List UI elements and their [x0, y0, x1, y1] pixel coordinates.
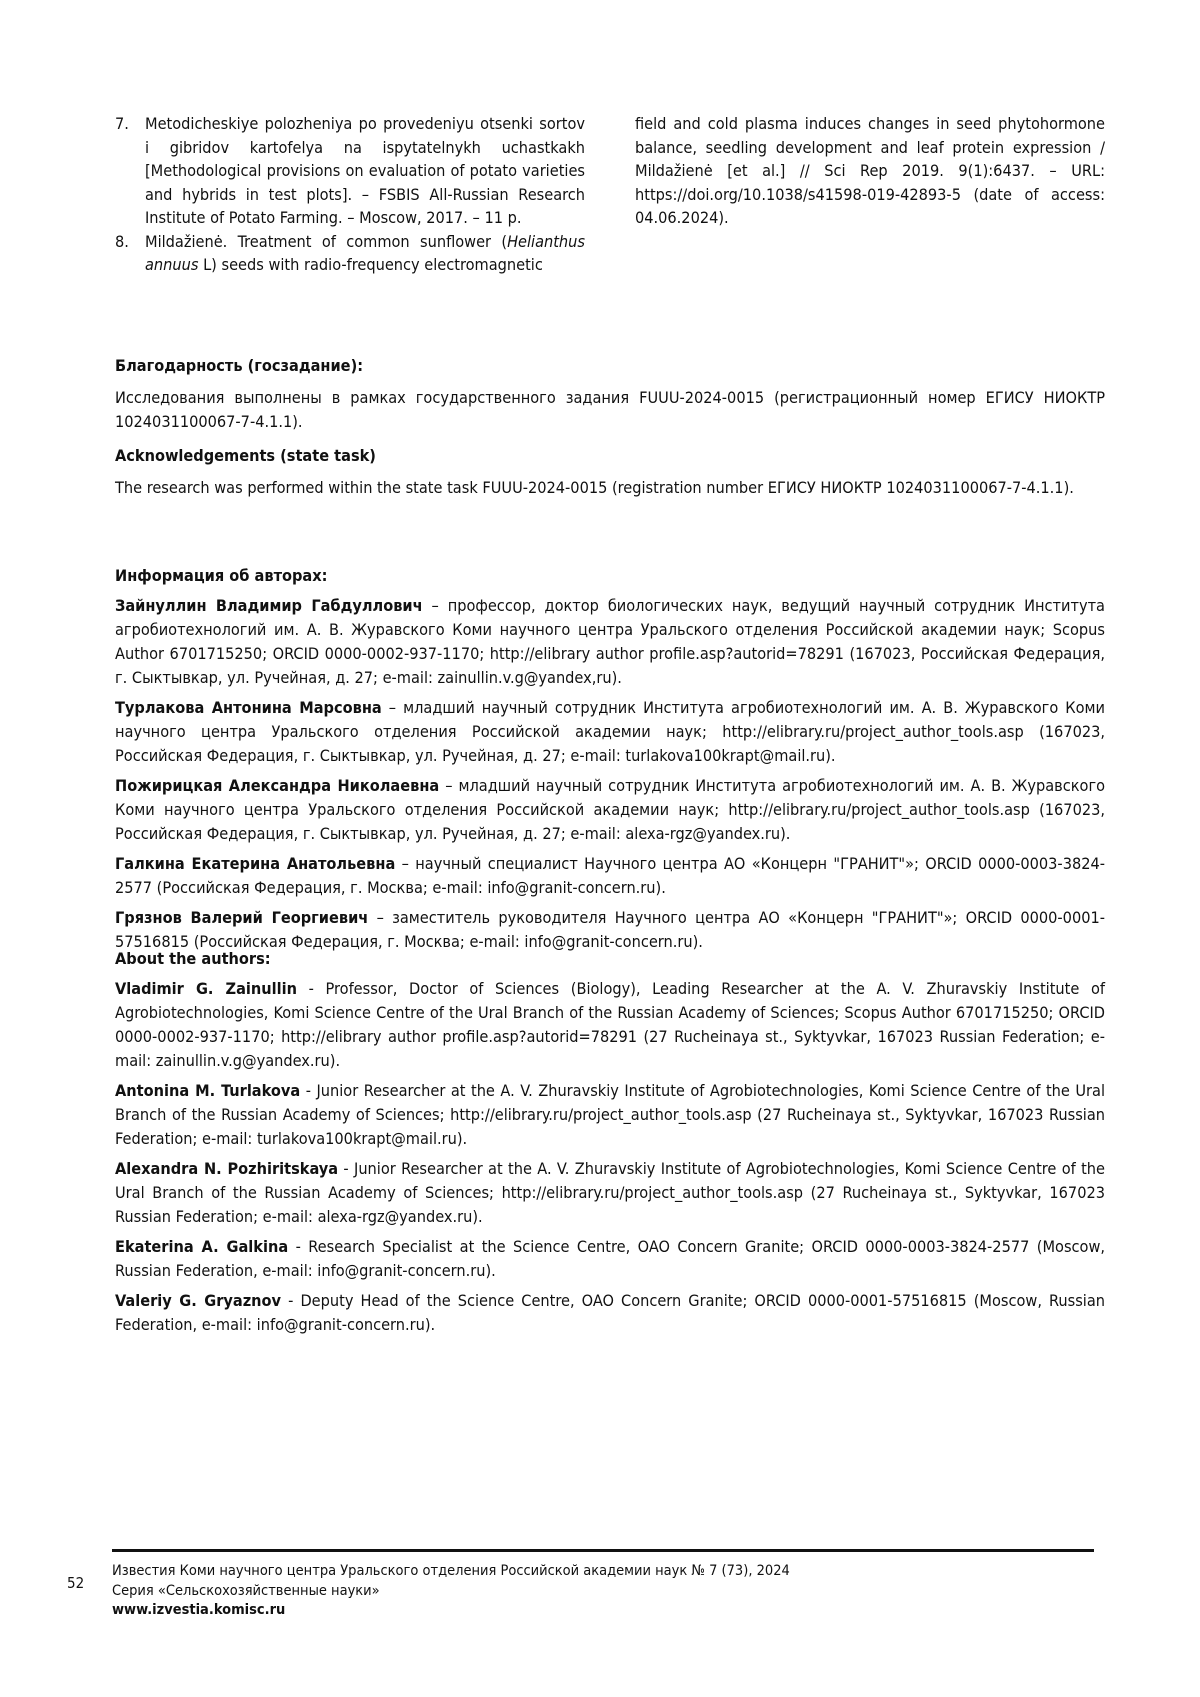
- author-info: – младший научный сотрудник Института агробиотехнологий им. А. В. Журавского Коми научного центра Уральского отделения Российской академии наук; http://elibrary.ru/project_author_tools.asp (167023, Российская Федерация, г. Сыктывкар, ул. Ручейная, д. 27; e-mail: alexa-rgz@yandex.ru).: [115, 776, 1105, 843]
- acknowledgement-en-heading: Acknowledgements (state task): [115, 446, 376, 465]
- author-entry: [115, 852, 1105, 900]
- author-entry: [115, 696, 1105, 768]
- acknowledgement-en-text: The research was performed within the state task FUUU-2024-0015 (registration number ЕГИСУ НИОКТР 1024031100067-7-4.1.1).: [115, 478, 1074, 497]
- author-name: Antonina M. Turlakova: [115, 1081, 301, 1100]
- reference-continuation: field and cold plasma induces changes in seed phytohormone balance, seedling development and leaf protein expression / Mildažienė [et al.] // Sci Rep 2019. 9(1):6437. – URL: https://doi.org/10.1038/s41598-019-42893-5 (date of access: 04.06.2024).: [635, 114, 1105, 227]
- author-name: Турлакова Антонина Марсовна: [115, 698, 382, 717]
- reference-text: [145, 230, 585, 277]
- reference-text: Metodicheskiye polozheniya po provedeniyu otsenki sortov i gibridov kartofelya na ispytatelnykh uchastkakh [Methodological provisions on evaluation of potato varieties and hybrids in test plots]. – FSBIS All-Russian Research Institute of Potato Farming. – Moscow, 2017. – 11 p.: [145, 114, 585, 227]
- author-entry: [115, 1235, 1105, 1283]
- author-info: - Junior Researcher at the A. V. Zhuravskiy Institute of Agrobiotechnologies, Komi Science Centre of the Ural Branch of the Russian Academy of Sciences; http://elibrary.ru/project_author_tools.asp (27 Rucheinaya st., Syktyvkar, 167023 Russian Federation; e-mail: turlakova100krapt@mail.ru).: [115, 1081, 1105, 1148]
- author-entry: [115, 1079, 1105, 1151]
- author-info: – научный специалист Научного центра АО «Концерн "ГРАНИТ"»; ORCID 0000-0003-3824-2577 (Российская Федерация, г. Москва; e-mail: info@granit-concern.ru).: [115, 854, 1106, 897]
- acknowledgement-ru-heading: Благодарность (госзадание):: [115, 356, 364, 375]
- author-info: – заместитель руководителя Научного центра АО «Концерн "ГРАНИТ"»; ORCID 0000-0001-57516815 (Российская Федерация, г. Москва; e-mail: info@granit-concern.ru).: [115, 908, 1105, 951]
- author-entry: [115, 1157, 1105, 1229]
- references-section: [115, 112, 1105, 277]
- reference-item: [115, 112, 585, 230]
- author-entry: [115, 1289, 1105, 1337]
- species-name: Helianthus annuus: [145, 231, 585, 274]
- journal-series: Серия «Сельскохозяйственные науки»: [112, 1582, 380, 1599]
- author-info: - Junior Researcher at the A. V. Zhuravskiy Institute of Agrobiotechnologies, Komi Science Centre of the Ural Branch of the Russian Academy of Sciences; http://elibrary.ru/project_author_tools.asp (27 Rucheinaya st., Syktyvkar, 167023 Russian Federation; e-mail: alexa-rgz@yandex.ru).: [115, 1159, 1105, 1226]
- acknowledgement-en: [115, 444, 1105, 500]
- author-name: Valeriy G. Gryaznov: [115, 1291, 282, 1310]
- journal-url[interactable]: www.izvestia.komisc.ru: [112, 1602, 286, 1618]
- reference-number: 7.: [115, 114, 129, 133]
- reference-number: 8.: [115, 231, 129, 251]
- author-name: Ekaterina A. Galkina: [115, 1237, 289, 1256]
- authors-ru-heading: Информация об авторах:: [115, 566, 328, 585]
- page-number: 52: [67, 1574, 85, 1592]
- reference-item: [115, 230, 585, 277]
- author-info: - Deputy Head of the Science Centre, OAO Concern Granite; ORCID 0000-0001-57516815 (Moscow, Russian Federation, e-mail: info@granit-concern.ru).: [115, 1291, 1106, 1334]
- authors-ru-section: [115, 564, 1105, 960]
- author-name: Галкина Екатерина Анатольевна: [115, 854, 396, 873]
- references-column-left: [115, 112, 585, 277]
- author-entry: [115, 594, 1105, 690]
- author-entry: [115, 774, 1105, 846]
- footer-divider: [112, 1549, 1094, 1552]
- author-name: Vladimir G. Zainullin: [115, 979, 297, 998]
- author-info: – младший научный сотрудник Института агробиотехнологий им. А. В. Журавского Коми научного центра Уральского отделения Российской академии наук; http://elibrary.ru/project_author_tools.asp (167023, Российская Федерация, г. Сыктывкар, ул. Ручейная, д. 27; e-mail: turlakova100krapt@mail.ru).: [115, 698, 1105, 765]
- journal-footer: [112, 1562, 790, 1621]
- author-name: Alexandra N. Pozhiritskaya: [115, 1159, 339, 1178]
- author-info: – профессор, доктор биологических наук, ведущий научный сотрудник Института агробиотехнологий им. А. В. Журавского Коми научного центра Уральского отделения Российской академии наук; Scopus Author 6701715250; ORCID 0000-0002-937-1170; http://elibrary author profile.asp?autorid=78291 (167023, Российская Федерация, г. Сыктывкар, ул. Ручейная, д. 27; e-mail: zainullin.v.g@yandex,ru).: [115, 596, 1105, 687]
- author-name: Зайнуллин Владимир Габдуллович: [115, 596, 423, 615]
- author-name: Грязнов Валерий Георгиевич: [115, 908, 369, 927]
- acknowledgement-ru: [115, 354, 1105, 434]
- author-info: - Professor, Doctor of Sciences (Biology), Leading Researcher at the A. V. Zhuravskiy Institute of Agrobiotechnologies, Komi Science Centre of the Ural Branch of the Russian Academy of Sciences; Scopus Author 6701715250; ORCID 0000-0002-937-1170; http://elibrary author profile.asp?autorid=78291 (27 Rucheinaya st., Syktyvkar, 167023 Russian Federation; e-mail: zainullin.v.g@yandex.ru).: [115, 979, 1105, 1070]
- authors-en-section: [115, 947, 1105, 1343]
- reference-text-part: L) seeds with radio-frequency electromagnetic: [198, 255, 543, 274]
- reference-text-part: Mildažienė. Treatment of common sunflower (: [145, 231, 508, 251]
- author-name: Пожирицкая Александра Николаевна: [115, 776, 440, 795]
- authors-en-heading: About the authors:: [115, 949, 271, 968]
- author-entry: [115, 977, 1105, 1073]
- acknowledgement-ru-text: Исследования выполнены в рамках государственного задания FUUU-2024-0015 (регистрационный номер ЕГИСУ НИОКТР 1024031100067-7-4.1.1).: [115, 388, 1105, 431]
- references-column-right: [635, 112, 1105, 277]
- author-info: - Research Specialist at the Science Centre, OAO Concern Granite; ORCID 0000-0003-3824-2577 (Moscow, Russian Federation, e-mail: info@granit-concern.ru).: [115, 1237, 1105, 1280]
- journal-title: Известия Коми научного центра Уральского отделения Российской академии наук № 7 (73), 2024: [112, 1563, 790, 1579]
